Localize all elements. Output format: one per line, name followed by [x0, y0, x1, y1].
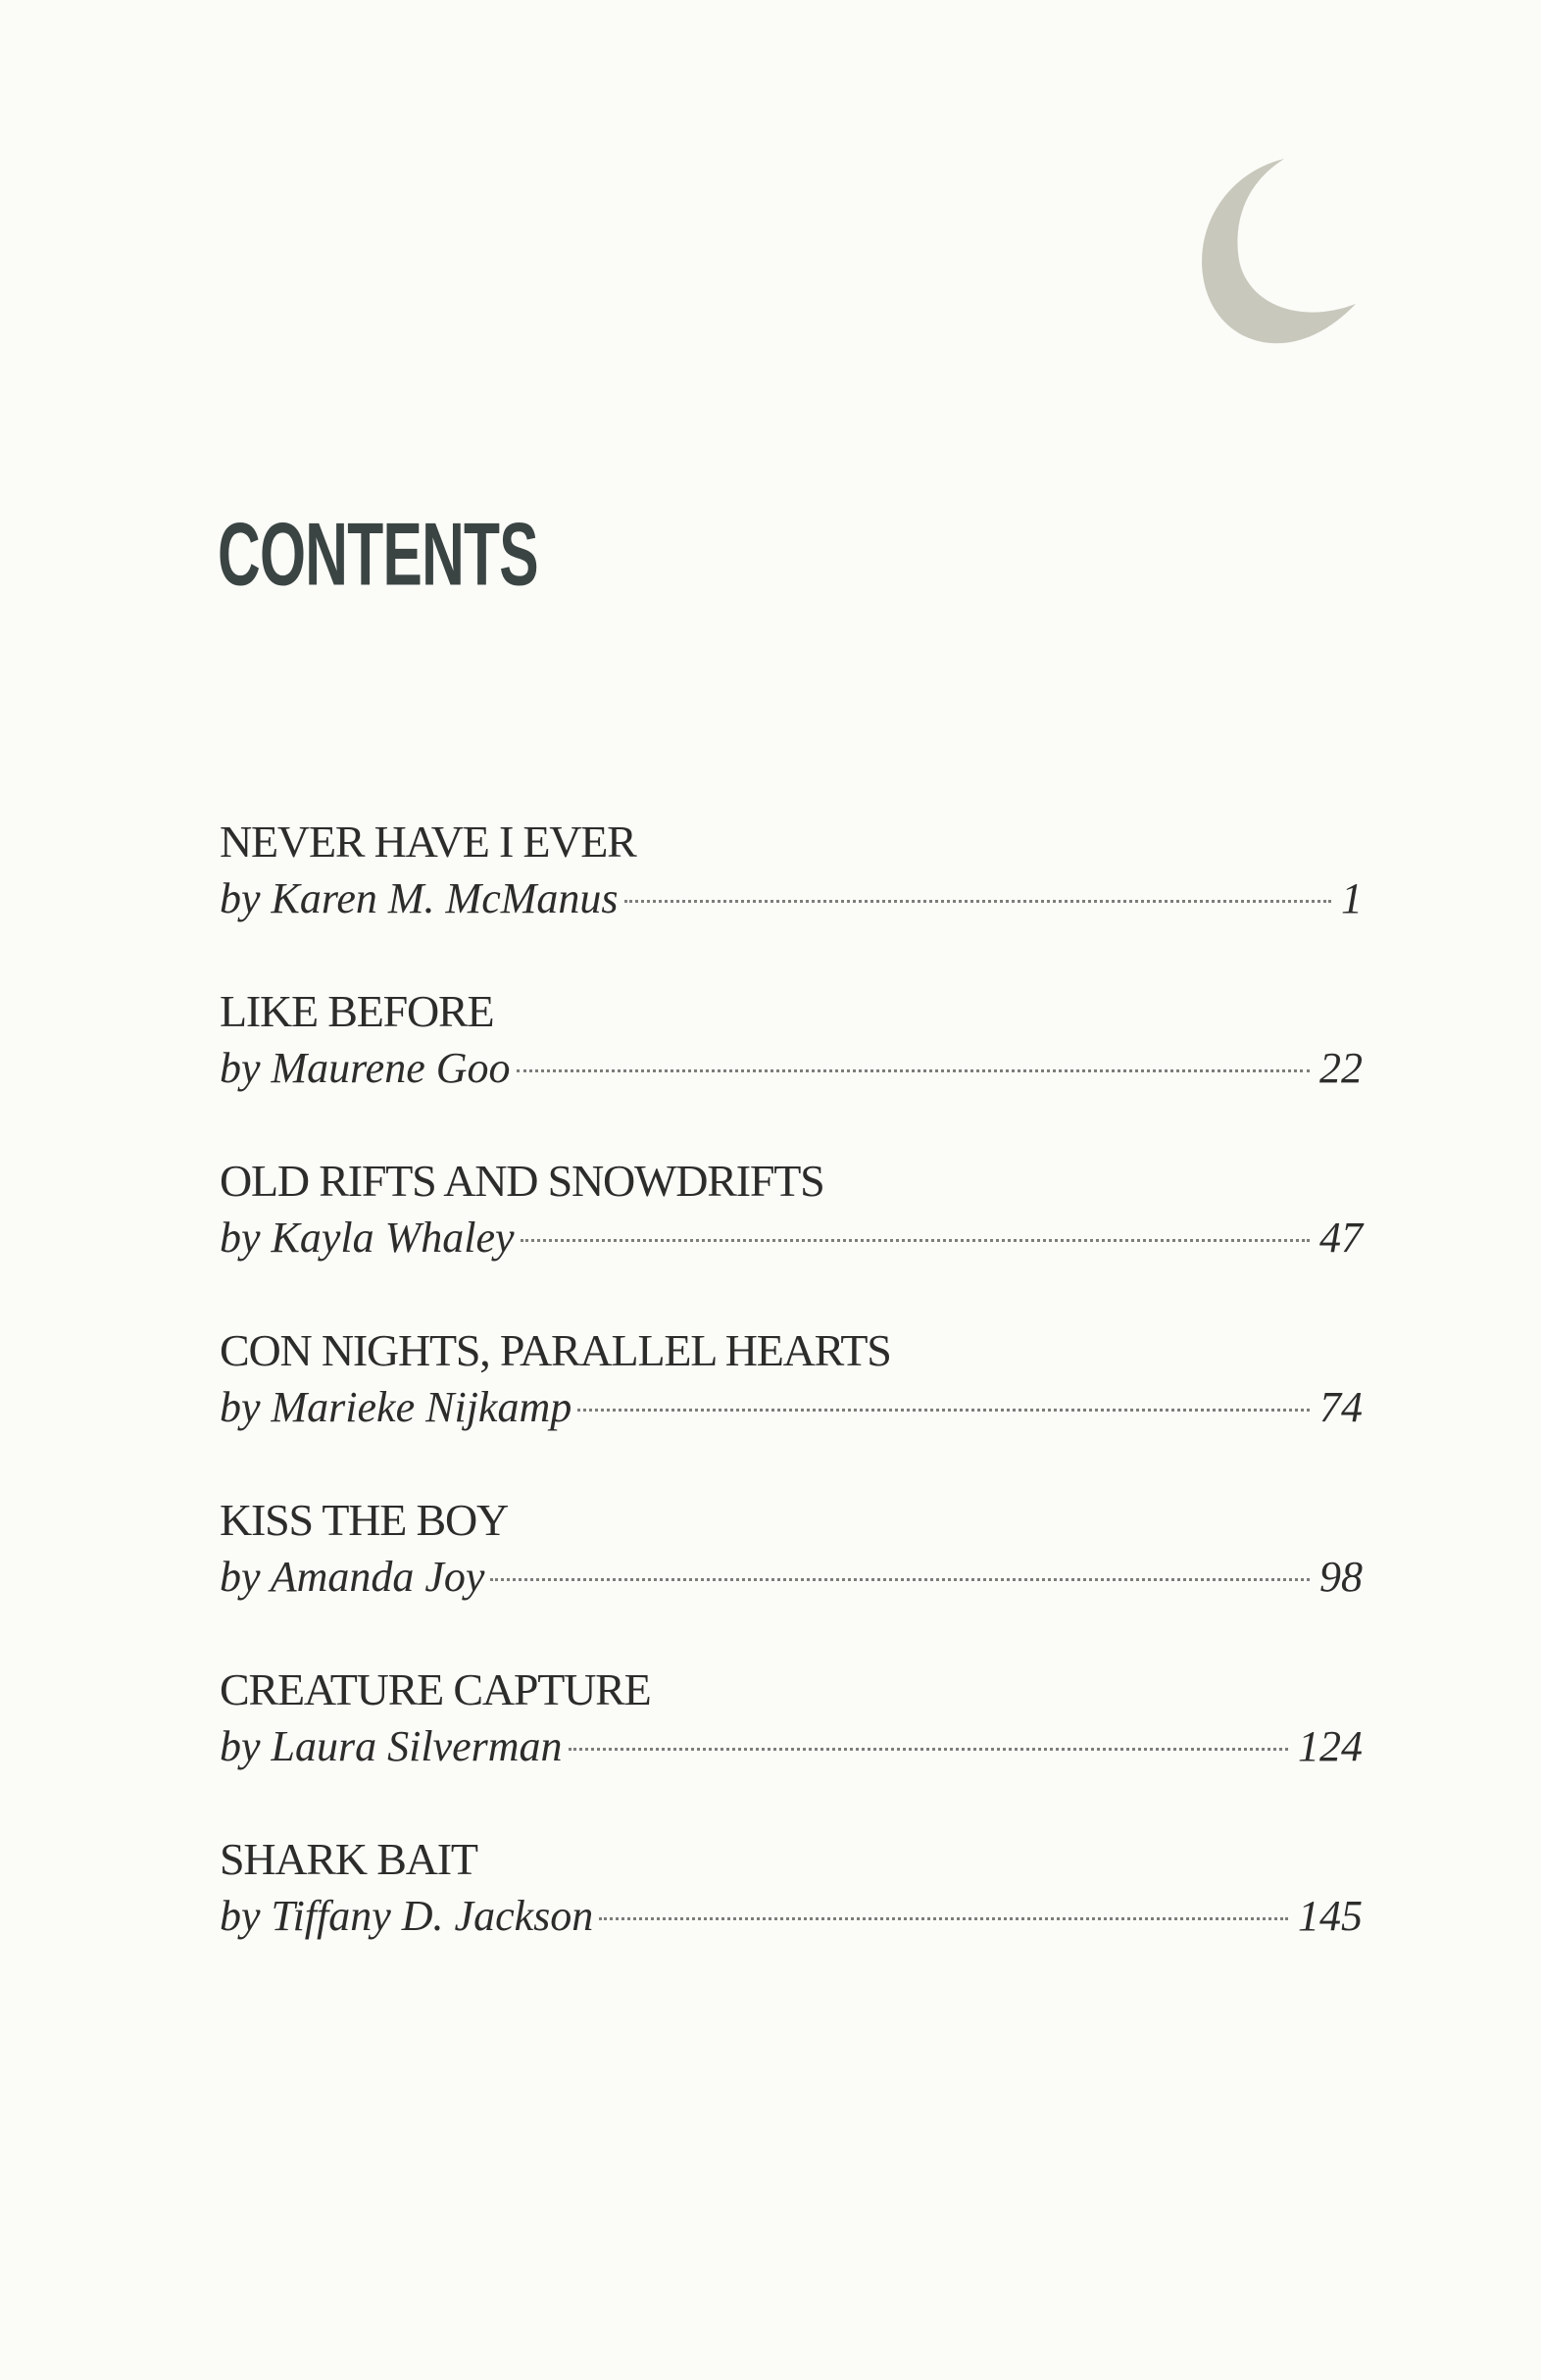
story-author: by Marieke Nijkamp	[220, 1383, 572, 1431]
toc-entry[interactable]	[220, 814, 1363, 983]
story-author: by Maurene Goo	[220, 1044, 511, 1092]
toc-entry[interactable]	[220, 1153, 1363, 1322]
toc-entry[interactable]	[220, 1322, 1363, 1492]
toc-byline	[220, 1718, 1363, 1775]
page-number: 145	[1298, 1892, 1363, 1940]
story-author: by Tiffany D. Jackson	[220, 1892, 594, 1940]
page-number: 98	[1319, 1553, 1363, 1601]
toc-byline	[220, 1549, 1363, 1606]
page-number: 74	[1319, 1383, 1363, 1431]
page-title: CONTENTS	[218, 504, 538, 605]
toc-entry[interactable]	[220, 1831, 1363, 2001]
page-number: 1	[1341, 874, 1363, 922]
toc-byline	[220, 1210, 1363, 1266]
page-number: 124	[1298, 1722, 1363, 1770]
dot-leader	[490, 1578, 1310, 1581]
toc-byline	[220, 870, 1363, 927]
dot-leader	[569, 1748, 1288, 1751]
dot-leader	[599, 1917, 1288, 1920]
story-title: OLD RIFTS AND SNOWDRIFTS	[220, 1156, 824, 1206]
crescent-moon-icon	[1181, 155, 1367, 361]
story-author: by Karen M. McManus	[220, 874, 619, 922]
story-title: LIKE BEFORE	[220, 986, 494, 1036]
page-number: 47	[1319, 1214, 1363, 1262]
story-author: by Amanda Joy	[220, 1553, 485, 1601]
toc-entry[interactable]	[220, 983, 1363, 1153]
story-author: by Laura Silverman	[220, 1722, 563, 1770]
story-title: NEVER HAVE I EVER	[220, 817, 636, 867]
story-title: SHARK BAIT	[220, 1834, 477, 1884]
dot-leader	[517, 1069, 1310, 1072]
dot-leader	[521, 1239, 1310, 1242]
table-of-contents	[220, 814, 1363, 2001]
story-title: CREATURE CAPTURE	[220, 1664, 651, 1714]
story-title: KISS THE BOY	[220, 1495, 509, 1545]
story-author: by Kayla Whaley	[220, 1214, 515, 1262]
page-number: 22	[1319, 1044, 1363, 1092]
toc-entry[interactable]	[220, 1661, 1363, 1831]
dot-leader	[624, 900, 1331, 903]
toc-byline	[220, 1040, 1363, 1097]
dot-leader	[577, 1409, 1310, 1412]
toc-byline	[220, 1379, 1363, 1436]
toc-entry[interactable]	[220, 1492, 1363, 1661]
toc-byline	[220, 1888, 1363, 1945]
story-title: CON NIGHTS, PARALLEL HEARTS	[220, 1325, 891, 1375]
